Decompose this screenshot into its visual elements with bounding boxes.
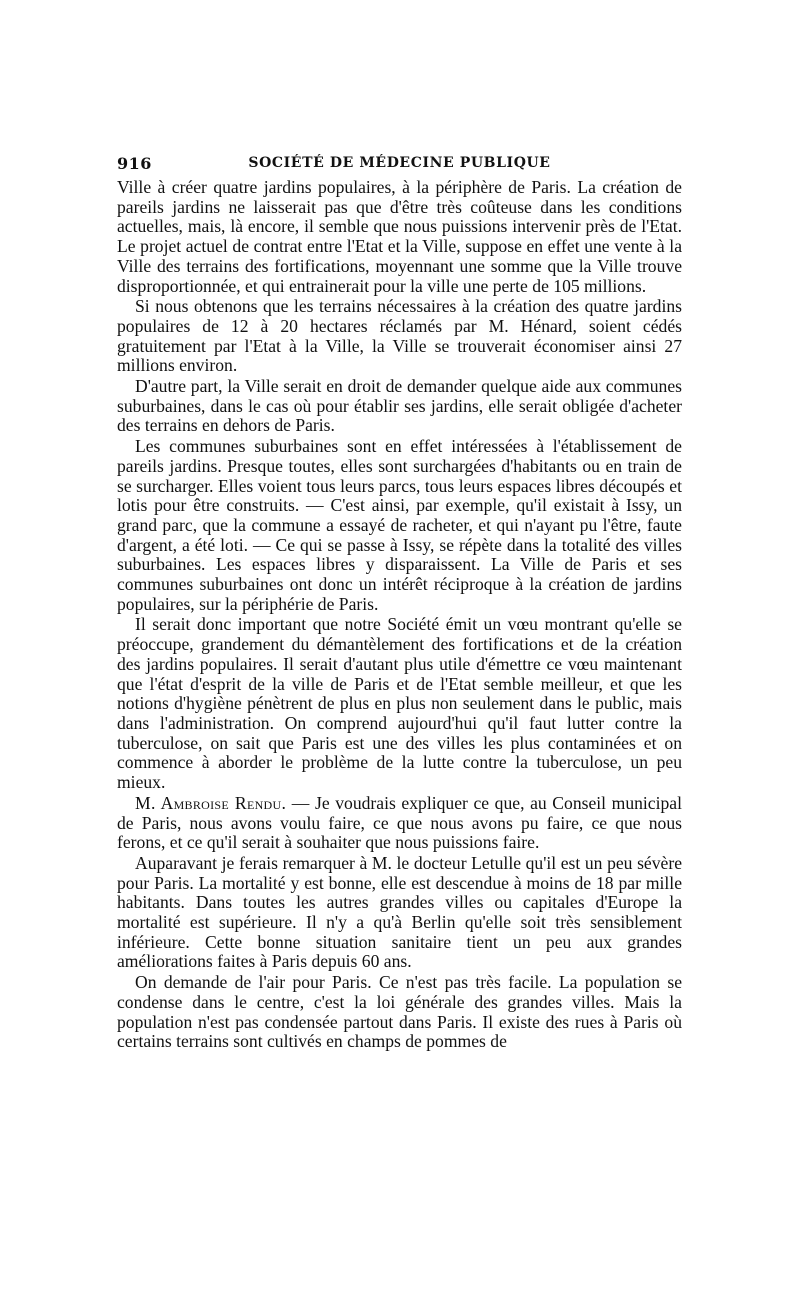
speaker-paragraph [117,794,682,853]
paragraph: Les communes suburbaines sont en effet intéressées à l'établissement de pareils jardins. Presque toutes, elles sont surchargées d'habitants ou en train de se surcharger. Elles voient tous leurs parcs, tous leurs espaces libres découpés et lotis pour être construits. — C'est ainsi, par exemple, qu'il existait à Issy, un grand parc, que la commune a essayé de racheter, et qui n'ayant pu l'être, faute d'argent, a été loti. — Ce qui se passe à Issy, se répète dans la totalité des villes suburbaines. Les espaces libres y disparaissent. La Ville de Paris et ses communes suburbaines ont donc un intérêt réciproque à la création de jardins populaires, sur la périphérie de Paris. [117,436,682,614]
paragraph: Ville à créer quatre jardins populaires, à la périphère de Paris. La création de pareils jardins ne laisserait pas que d'être très coûteuse dans les conditions actuelles, mais, là encore, il semble que nous puissions intervenir près de l'Etat. Le projet actuel de contrat entre l'Etat et la Ville, suppose en effet une vente à la Ville des terrains des fortifications, moyennant une somme que la Ville trouve disproportionnée, et qui entrainerait pour la ville une perte de 105 millions. [117,177,682,296]
paragraph: Si nous obtenons que les terrains nécessaires à la création des quatre jardins populaires de 12 à 20 hectares réclamés par M. Hénard, soient cédés gratuitement par l'Etat à la Ville, la Ville se trouverait économiser ainsi 27 millions environ. [117,296,682,376]
body-text [117,178,682,1053]
speaker-text: — Je voudrais expliquer ce que, au Conseil municipal de Paris, nous avons voulu faire, ce que nous avons pu faire, ce que nous ferons, et ce qu'il serait à souhaiter que nous puissions faire. [117,792,682,853]
page-number: 916 [117,154,152,173]
paragraph: On demande de l'air pour Paris. Ce n'est pas très facile. La population se condense dans le centre, c'est la loi générale des grandes villes. Mais la population n'est pas condensée partout dans Paris. Il existe des rues à Paris où certains terrains sont cultivés en champs de pommes de [117,972,682,1052]
page-header [117,150,682,176]
running-title: SOCIÉTÉ DE MÉDECINE PUBLIQUE [248,155,551,171]
paragraph: Il serait donc important que notre Société émit un vœu montrant qu'elle se préoccupe, grandement du démantèlement des fortifications et de la création des jardins populaires. Il serait d'autant plus utile d'émettre ce vœu maintenant que l'état d'esprit de la ville de Paris et de l'Etat semble meilleur, et que les notions d'hygiène pénètrent de plus en plus non seulement dans le public, mais dans l'administration. On comprend aujourd'hui qu'il faut lutter contre la tuberculose, on sait que Paris est une des villes les plus contaminées et on commence à aborder le problème de la lutte contre la tuberculose, un peu mieux. [117,614,682,793]
paragraph: D'autre part, la Ville serait en droit de demander quelque aide aux communes suburbaines, dans le cas où pour établir ses jardins, elle serait obligée d'acheter des terrains en dehors de Paris. [117,376,682,436]
paragraph: Auparavant je ferais remarquer à M. le docteur Letulle qu'il est un peu sévère pour Paris. La mortalité y est bonne, elle est descendue à moins de 18 par mille habitants. Dans toutes les autres grandes villes ou capitales d'Europe la mortalité est supérieure. Il n'y a qu'à Berlin qu'elle soit très sensiblement inférieure. Cette bonne situation sanitaire tient un peu aux grandes améliorations faites à Paris depuis 60 ans. [117,852,682,972]
speaker-name: M. Ambroise Rendu. [135,792,287,813]
